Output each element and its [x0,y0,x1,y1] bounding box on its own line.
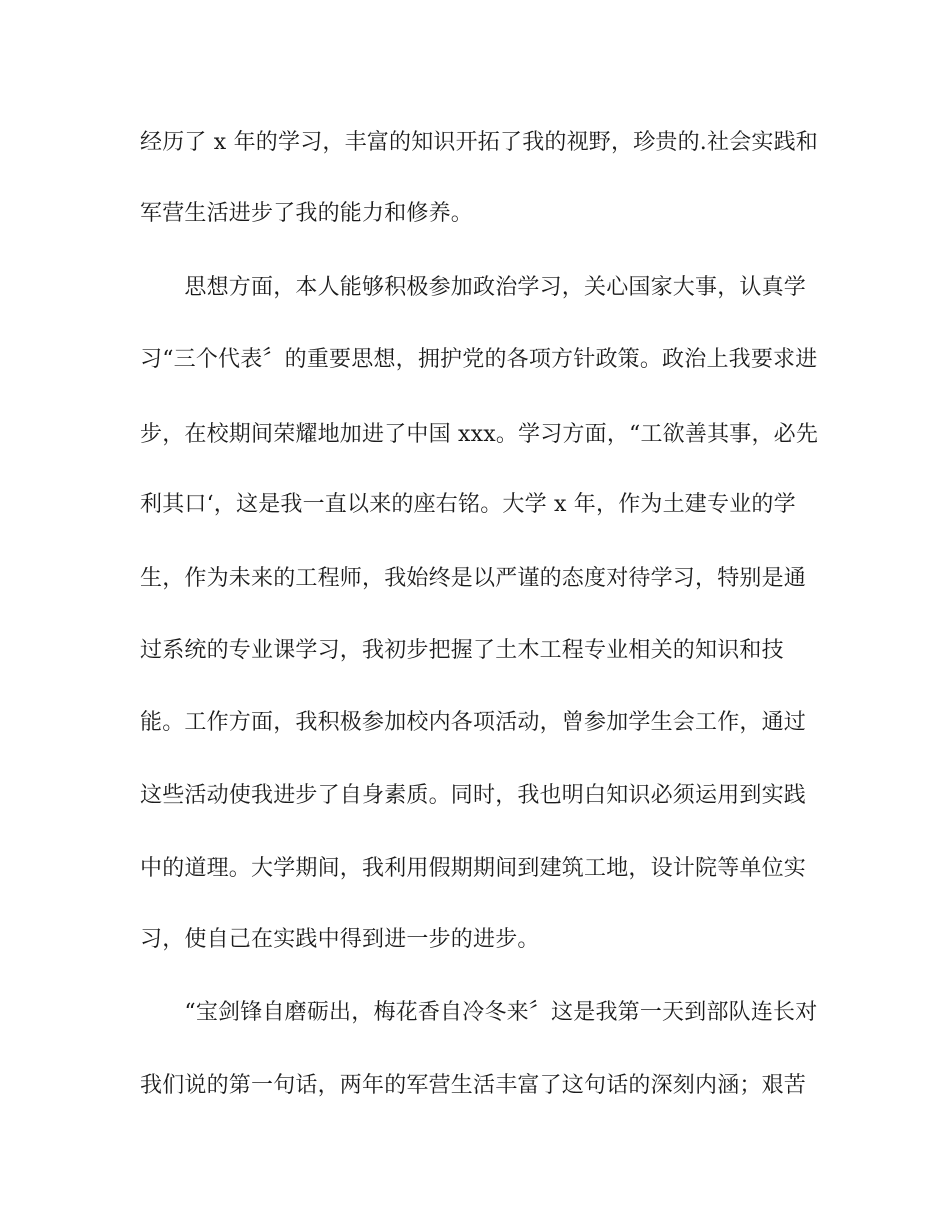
text-line-2: 军营生活进步了我的能力和修养。 [140,201,474,226]
text-line-10: 这些活动使我进步了自身素质。同时，我也明白知识必须运用到实践 [140,783,807,808]
text-line-8: 过系统的专业课学习，我初步把握了土木工程专业相关的知识和技 [140,638,784,663]
text-line-6: 利其口‘，这是我一直以来的座右铭。大学 x 年，作为土建专业的学 [140,492,796,517]
text-line-5: 步，在校期间荣耀地加进了中国 xxx。学习方面，“工欲善其事，必先 [140,422,819,447]
text-line-11: 中的道理。大学期间，我利用假期期间到建筑工地，设计院等单位实 [140,856,807,881]
text-line-4: 习“三个代表〞的重要思想，拥护党的各项方针政策。政治上我要求进 [140,347,818,372]
text-line-9: 能。工作方面，我积极参加校内各项活动，曾参加学生会工作，通过 [140,710,807,735]
text-line-12: 习，使自己在实践中得到进一步的进步。 [140,927,540,952]
text-line-3: 思想方面，本人能够积极参加政治学习，关心国家大事，认真学 [140,275,807,300]
text-line-7: 生，作为未来的工程师，我始终是以严谨的态度对待学习，特别是通 [140,566,807,591]
text-line-1: 经历了 x 年的学习，丰富的知识开拓了我的视野，珍贵的.社会实践和 [140,130,818,155]
text-line-13: “宝剑锋自磨砺出，梅花香自冷冬来〞这是我第一天到部队连长对 [140,1000,818,1025]
text-line-14: 我们说的第一句话，两年的军营生活丰富了这句话的深刻内涵；艰苦 [140,1073,807,1098]
